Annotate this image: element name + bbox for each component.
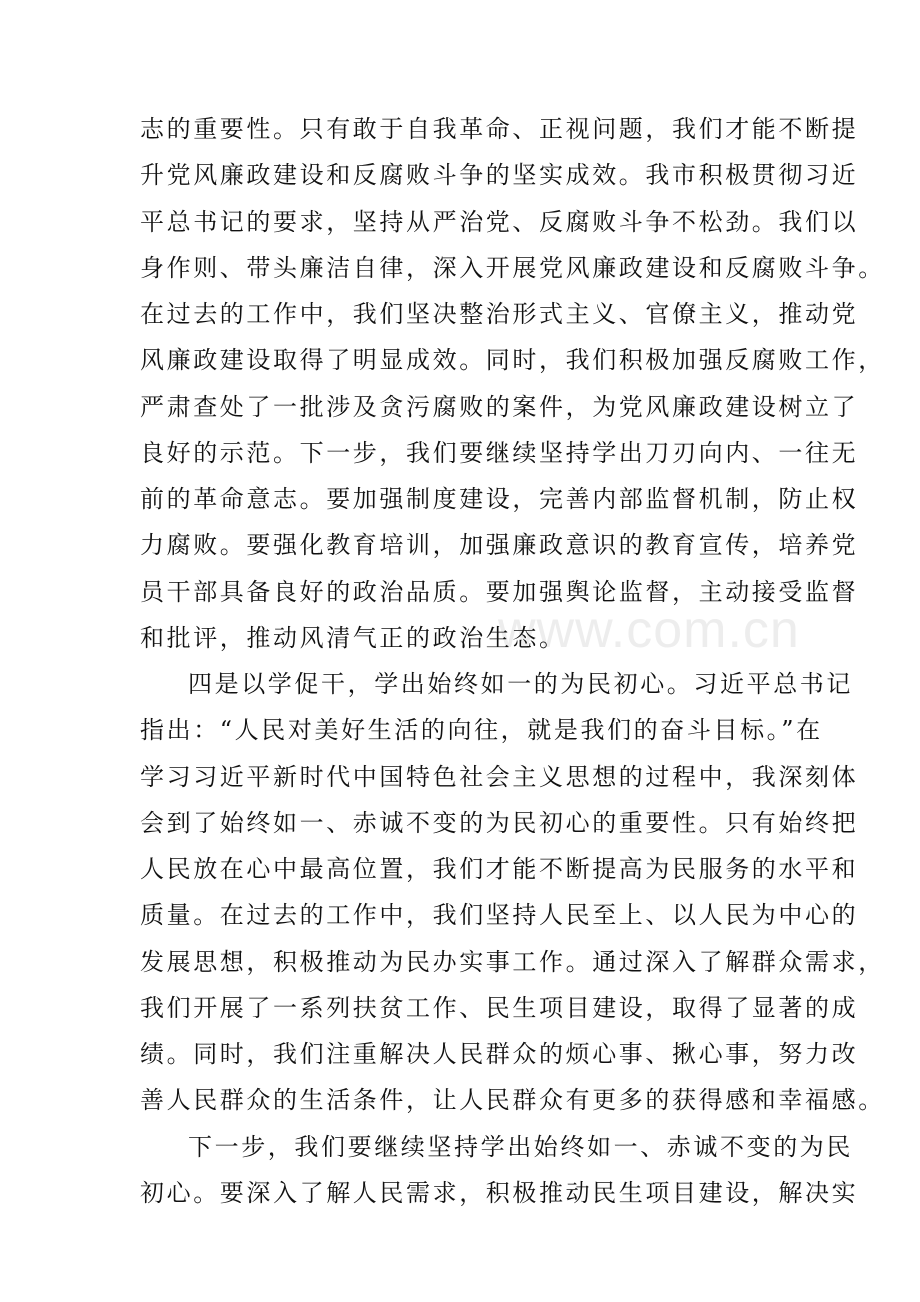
document-body <box>140 106 885 1216</box>
text-line: 指出：“人民对美好生活的向往，就是我们的奋斗目标。”在 <box>140 716 823 745</box>
paragraph-2 <box>140 661 885 1124</box>
text-line: 前的革命意志。要加强制度建设，完善内部监督机制，防止权 <box>140 485 859 513</box>
text-line: 质量。在过去的工作中，我们坚持人民至上、以人民为中心的 <box>140 901 859 930</box>
text-line: 严肃查处了一批涉及贪污腐败的案件，为党风廉政建设树立了 <box>140 392 859 421</box>
text-line: 升党风廉政建设和反腐败斗争的坚实成效。我市积极贯彻习近 <box>140 161 859 190</box>
text-line: 下一步，我们要继续坚持学出始终如一、赤诚不变的为民 <box>188 1132 853 1161</box>
text-line: 员干部具备良好的政治品质。要加强舆论监督，主动接受监督 <box>140 577 859 606</box>
text-line: 学习习近平新时代中国特色社会主义思想的过程中，我深刻体 <box>140 762 859 791</box>
text-line: 善人民群众的生活条件，让人民群众有更多的获得感和幸福感。 <box>140 1086 885 1115</box>
watermark: www.com.cn <box>498 601 800 659</box>
paragraph-1 <box>140 106 885 661</box>
text-line: 平总书记的要求，坚持从严治党、反腐败斗争不松劲。我们以 <box>140 207 859 236</box>
text-line: 在过去的工作中，我们坚决整治形式主义、官僚主义，推动党 <box>140 300 859 328</box>
text-line: 良好的示范。下一步，我们要继续坚持学出刀刃向内、一往无 <box>140 438 859 467</box>
paragraph-3 <box>140 1124 859 1217</box>
text-line: 志的重要性。只有敢于自我革命、正视问题，我们才能不断提 <box>140 115 859 143</box>
text-line: 四是以学促干，学出始终如一的为民初心。习近平总书记 <box>188 670 853 698</box>
text-line: 风廉政建设取得了明显成效。同时，我们积极加强反腐败工作， <box>140 346 885 375</box>
text-line: 和批评，推动风清气正的政治生态。 <box>140 623 566 652</box>
text-line: 人民放在心中最高位置，我们才能不断提高为民服务的水平和 <box>140 855 859 883</box>
text-line: 初心。要深入了解人民需求，积极推动民生项目建设，解决实 <box>140 1178 859 1207</box>
text-line: 绩。同时，我们注重解决人民群众的烦心事、揪心事，努力改 <box>140 1040 859 1068</box>
text-line: 力腐败。要强化教育培训，加强廉政意识的教育宣传，培养党 <box>140 531 859 560</box>
text-line: 发展思想，积极推动为民办实事工作。通过深入了解群众需求， <box>140 947 885 976</box>
text-line: 我们开展了一系列扶贫工作、民生项目建设，取得了显著的成 <box>140 993 859 1022</box>
text-line: 身作则、带头廉洁自律，深入开展党风廉政建设和反腐败斗争。 <box>140 253 885 282</box>
text-line: 会到了始终如一、赤诚不变的为民初心的重要性。只有始终把 <box>140 808 859 837</box>
